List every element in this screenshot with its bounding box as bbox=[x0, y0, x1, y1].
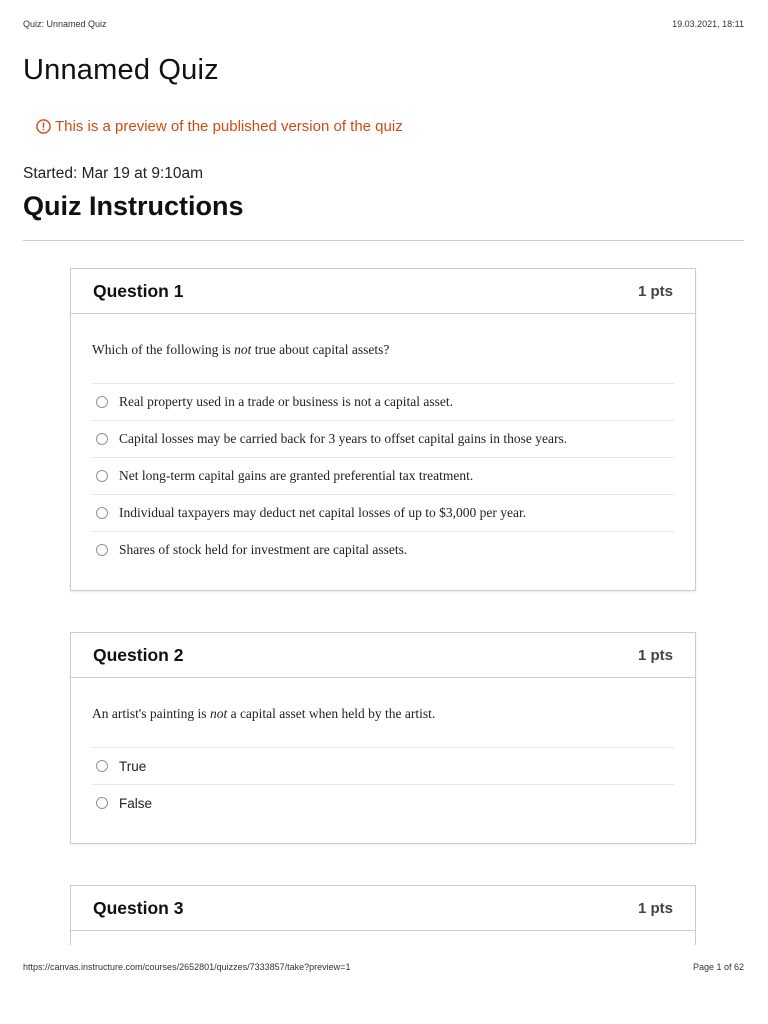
page-url: https://canvas.instructure.com/courses/2652801/quizzes/7333857/take?preview=1 bbox=[23, 962, 351, 972]
question-name: Question 3 bbox=[93, 897, 184, 918]
answer-label: Net long-term capital gains are granted preferential tax treatment. bbox=[119, 468, 474, 483]
question-text-emphasis: not bbox=[234, 342, 252, 357]
answer-list bbox=[92, 747, 674, 821]
answer-label: Real property used in a trade or business is not a capital asset. bbox=[119, 394, 454, 409]
question-name: Question 2 bbox=[93, 644, 184, 665]
answer-option[interactable] bbox=[92, 748, 674, 785]
answer-option[interactable] bbox=[92, 384, 674, 421]
warning-icon bbox=[36, 119, 51, 134]
divider bbox=[23, 240, 744, 241]
question-header bbox=[71, 886, 695, 931]
radio-button[interactable] bbox=[96, 507, 108, 519]
question-header bbox=[71, 633, 695, 678]
answer-option[interactable] bbox=[92, 532, 674, 568]
question-text-emphasis: not bbox=[209, 706, 228, 721]
print-header bbox=[23, 19, 744, 29]
answer-list bbox=[92, 383, 674, 568]
question-card-2 bbox=[70, 632, 696, 844]
print-footer bbox=[23, 962, 744, 972]
question-points: 1 pts bbox=[637, 646, 673, 664]
question-text-part: An artist's painting is bbox=[92, 706, 210, 721]
question-text-part: true about capital assets? bbox=[251, 342, 390, 357]
started-timestamp: Started: Mar 19 at 9:10am bbox=[23, 165, 204, 182]
preview-notice bbox=[36, 118, 403, 135]
question-text bbox=[92, 342, 674, 358]
answer-label: Shares of stock held for investment are capital assets. bbox=[119, 542, 408, 557]
radio-button[interactable] bbox=[96, 470, 108, 482]
question-text-part: Which of the following is bbox=[92, 342, 235, 357]
question-body bbox=[71, 314, 695, 584]
radio-button[interactable] bbox=[96, 760, 108, 772]
instructions-heading: Quiz Instructions bbox=[23, 191, 244, 221]
preview-notice-text: This is a preview of the published version of the quiz bbox=[55, 118, 403, 135]
answer-label: False bbox=[119, 795, 153, 811]
print-header-datetime: 19.03.2021, 18:11 bbox=[672, 19, 744, 29]
question-header bbox=[71, 269, 695, 314]
answer-label: Individual taxpayers may deduct net capital losses of up to $3,000 per year. bbox=[119, 505, 527, 520]
question-points: 1 pts bbox=[637, 282, 673, 300]
page-number: Page 1 of 62 bbox=[692, 962, 744, 972]
radio-button[interactable] bbox=[96, 797, 108, 809]
answer-label: True bbox=[119, 758, 147, 774]
answer-option[interactable] bbox=[92, 421, 674, 458]
answer-option[interactable] bbox=[92, 458, 674, 495]
radio-button[interactable] bbox=[96, 544, 108, 556]
page-title: Unnamed Quiz bbox=[23, 54, 219, 86]
radio-button[interactable] bbox=[96, 396, 108, 408]
question-points: 1 pts bbox=[637, 899, 673, 917]
question-card-1 bbox=[70, 268, 696, 591]
answer-option[interactable] bbox=[92, 495, 674, 532]
answer-option[interactable] bbox=[92, 785, 674, 821]
question-body bbox=[71, 678, 695, 837]
question-card-3 bbox=[70, 885, 696, 945]
question-text bbox=[92, 706, 674, 722]
question-text-part: a capital asset when held by the artist. bbox=[227, 706, 436, 721]
radio-button[interactable] bbox=[96, 433, 108, 445]
print-header-title: Quiz: Unnamed Quiz bbox=[23, 19, 107, 29]
answer-label: Capital losses may be carried back for 3 years to offset capital gains in those years. bbox=[119, 431, 568, 446]
question-name: Question 1 bbox=[93, 280, 184, 301]
